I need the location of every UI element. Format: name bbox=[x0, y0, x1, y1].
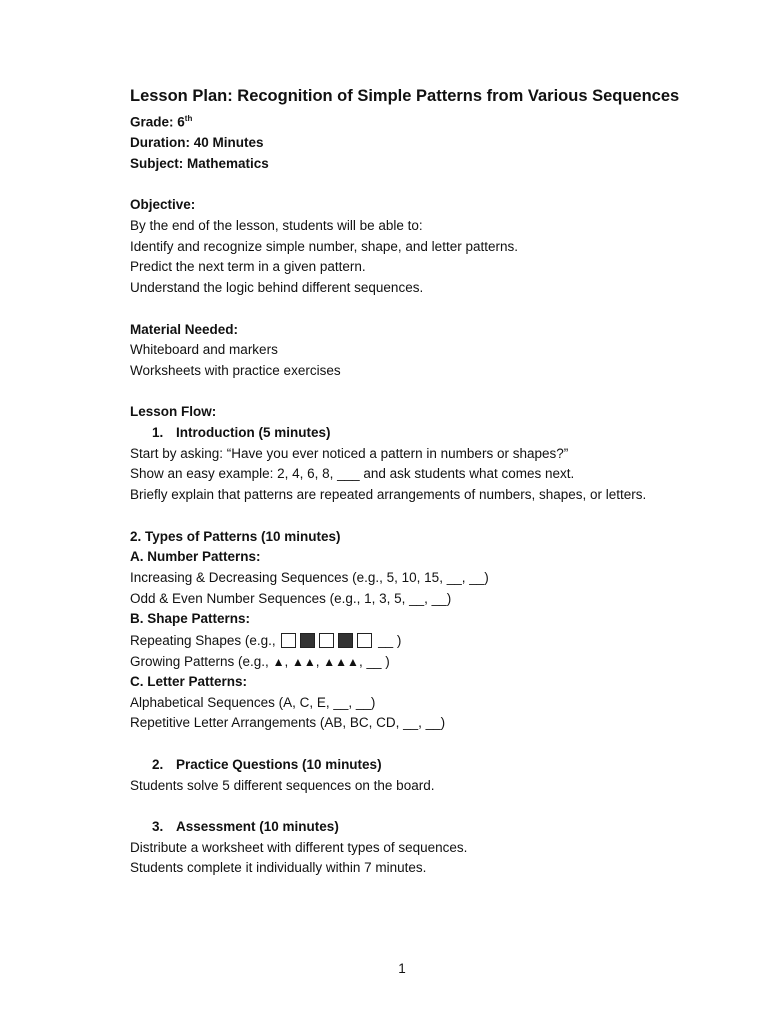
triangle-icon: ▲ bbox=[272, 655, 285, 670]
types-heading: 2. Types of Patterns (10 minutes) bbox=[130, 528, 341, 544]
practice-number: 2. bbox=[152, 756, 164, 772]
intro-line: Start by asking: “Have you ever noticed a pattern in numbers or shapes?” bbox=[130, 445, 569, 461]
document-title: Lesson Plan: Recognition of Simple Patterns from Various Sequences bbox=[130, 87, 680, 105]
materials-heading: Material Needed: bbox=[130, 321, 239, 337]
objective-line: Identify and recognize simple number, shape, and letter patterns. bbox=[130, 238, 518, 254]
intro-number: 1. bbox=[152, 425, 164, 440]
assessment-title: Assessment (10 minutes) bbox=[176, 818, 339, 834]
letter-pattern-line: Alphabetical Sequences (A, C, E, __, __) bbox=[130, 694, 376, 710]
objective-line: Predict the next term in a given pattern. bbox=[130, 259, 366, 275]
black-square-icon bbox=[338, 633, 353, 648]
number-pattern-line: Odd & Even Number Sequences (e.g., 1, 3, 5, __, __) bbox=[130, 590, 452, 606]
black-square-icon bbox=[300, 633, 315, 648]
white-square-icon bbox=[357, 633, 372, 648]
intro-line: Briefly explain that patterns are repeated arrangements of numbers, shapes, or letters. bbox=[130, 487, 647, 503]
triangle-icon: ▲▲▲ bbox=[323, 655, 359, 670]
white-square-icon bbox=[281, 633, 296, 648]
repeating-shapes-suffix: __ ) bbox=[378, 633, 402, 649]
assessment-line: Distribute a worksheet with different types of sequences. bbox=[130, 839, 468, 855]
growing-patterns-prefix: Growing Patterns (e.g., bbox=[130, 654, 269, 670]
lesson-plan-document bbox=[130, 84, 690, 879]
intro-title: Introduction (5 minutes) bbox=[176, 425, 331, 440]
objective-heading: Objective: bbox=[130, 197, 196, 213]
shape-patterns-heading: B. Shape Patterns: bbox=[130, 611, 251, 627]
lesson-flow-heading: Lesson Flow: bbox=[130, 404, 217, 420]
assessment-heading bbox=[130, 817, 690, 838]
letter-patterns-heading: C. Letter Patterns: bbox=[130, 674, 248, 690]
grade-superscript: th bbox=[184, 114, 193, 123]
objective-line: By the end of the lesson, students will be able to: bbox=[130, 218, 423, 233]
number-patterns-heading: A. Number Patterns: bbox=[130, 549, 261, 565]
practice-heading bbox=[130, 755, 690, 776]
triangle-icon: ▲▲ bbox=[292, 655, 316, 670]
assessment-number: 3. bbox=[152, 818, 164, 834]
assessment-line: Students complete it individually within 7 minutes. bbox=[130, 860, 427, 876]
material-item: Whiteboard and markers bbox=[130, 342, 278, 358]
practice-line: Students solve 5 different sequences on the board. bbox=[130, 777, 435, 793]
grade-label: Grade: 6 bbox=[130, 114, 185, 130]
growing-patterns-suffix: __ ) bbox=[366, 654, 390, 670]
repeating-shapes-prefix: Repeating Shapes (e.g., bbox=[130, 633, 276, 649]
white-square-icon bbox=[319, 633, 334, 648]
intro-line: Show an easy example: 2, 4, 6, 8, ___ and ask students what comes next. bbox=[130, 466, 575, 482]
repeating-shapes-line bbox=[130, 630, 690, 652]
grade-line bbox=[130, 109, 690, 133]
letter-pattern-line: Repetitive Letter Arrangements (AB, BC, CD, __, __) bbox=[130, 715, 446, 731]
intro-heading bbox=[130, 423, 690, 444]
duration-line: Duration: 40 Minutes bbox=[130, 135, 264, 151]
subject-line: Subject: Mathematics bbox=[130, 155, 269, 171]
objective-line: Understand the logic behind different sequences. bbox=[130, 280, 424, 296]
page-number: 1 bbox=[398, 961, 406, 976]
growing-patterns-line: Growing Patterns (e.g., ▲, ▲▲, ▲▲▲, __ ) bbox=[130, 654, 390, 670]
practice-title: Practice Questions (10 minutes) bbox=[176, 756, 382, 772]
material-item: Worksheets with practice exercises bbox=[130, 362, 341, 378]
number-pattern-line: Increasing & Decreasing Sequences (e.g., 5, 10, 15, __, __) bbox=[130, 569, 489, 585]
